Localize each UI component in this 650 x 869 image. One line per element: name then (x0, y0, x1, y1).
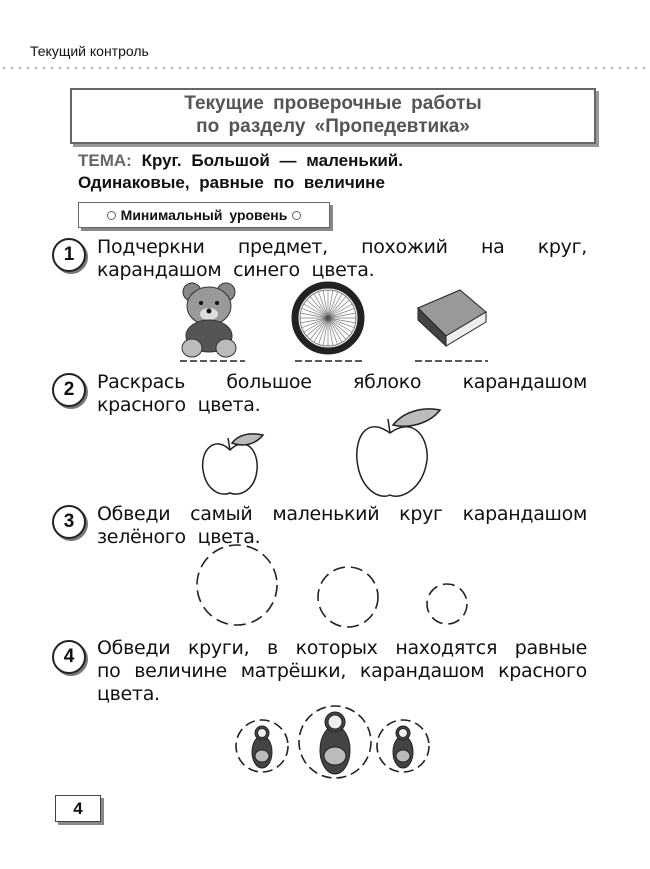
dotted-divider (0, 66, 650, 70)
apples (195, 405, 455, 505)
level-badge (78, 202, 330, 228)
book-picture[interactable] (418, 290, 486, 346)
topic (78, 150, 403, 194)
title-line-2: по разделу «Пропедевтика» (196, 116, 470, 137)
title-line-1: Текущие проверочные работы (184, 93, 482, 114)
circles (185, 542, 485, 632)
task-text-4: Обведи круги, в которых находятся равные по величине матрёшки, карандашом красного цвета. (97, 637, 587, 705)
wheel-picture[interactable] (295, 285, 361, 351)
bullet-icon (107, 211, 116, 220)
small-apple[interactable] (203, 434, 263, 494)
matryoshka-icon (252, 712, 413, 774)
task-text-1: Подчеркни предмет, похожий на круг, карандашом синего цвета. (97, 236, 587, 281)
task-text-2: Раскрась большое яблоко карандашом красного цвета. (97, 371, 587, 416)
medium-dashed-circle[interactable] (318, 567, 378, 627)
topic-line-2: Одинаковые, равные по величине (78, 173, 385, 192)
task-text-3: Обведи самый маленький круг карандашом зелёного цвета. (97, 503, 587, 548)
small-dashed-circle[interactable] (427, 584, 467, 624)
topic-line-1: Круг. Большой — маленький. (141, 151, 403, 170)
teddy-bear-picture[interactable] (182, 283, 236, 357)
matryoshka-circles (230, 700, 440, 780)
large-dashed-circle[interactable] (197, 545, 277, 625)
topic-label: ТЕМА: (78, 151, 132, 170)
task-number-4: 4 (52, 640, 86, 674)
page-number: 4 (55, 795, 101, 822)
task1-pictures (170, 278, 500, 368)
title-box (70, 88, 596, 144)
big-apple[interactable] (357, 409, 440, 496)
task-number-1: 1 (52, 238, 86, 272)
level-label: Минимальный уровень (120, 207, 288, 223)
task-number-3: 3 (52, 505, 86, 539)
task-number-2: 2 (52, 373, 86, 407)
section-header: Текущий контроль (30, 43, 149, 59)
bullet-icon (292, 211, 301, 220)
